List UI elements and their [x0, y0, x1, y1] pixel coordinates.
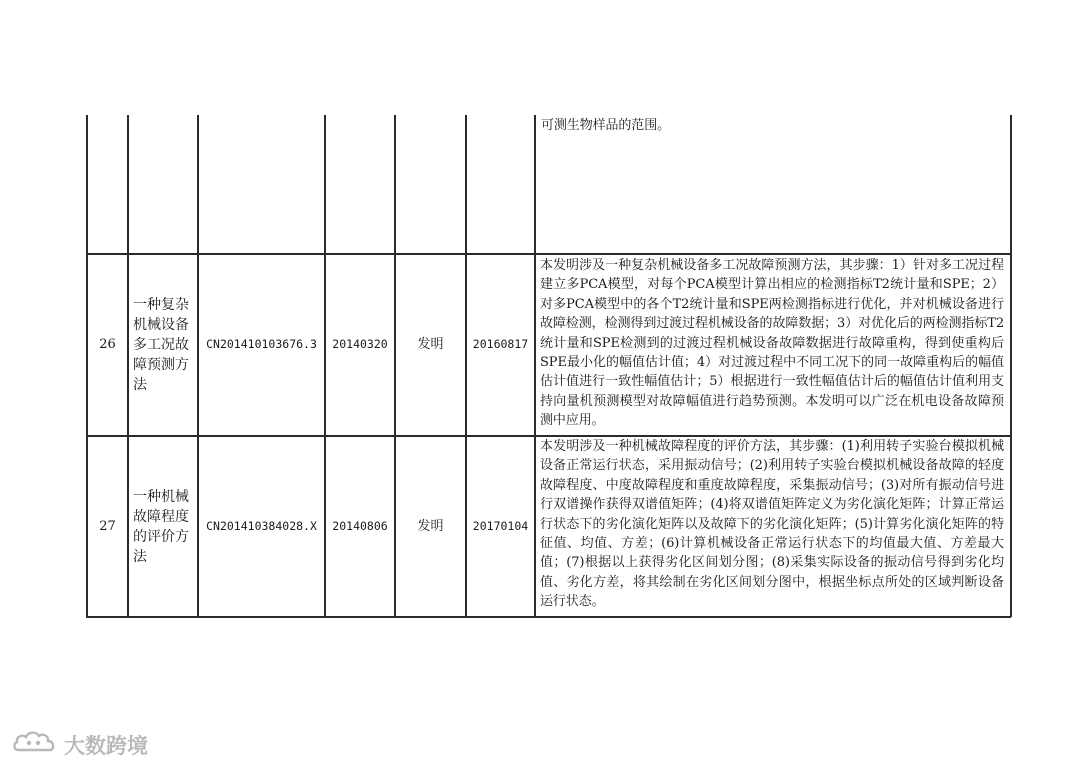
- abstract-cell: 本发明涉及一种机械故障程度的评价方法，其步骤：(1)利用转子实验台模拟机械设备正常运行状态，采用振动信号；(2)利用转子实验台模拟机械设备故障的轻度故障程度、中度故障程度和重度故障程度，采集振动信号；(3)对所有振动信号进行双谱操作获得双谱值矩阵；(4)将双谱值矩阵定义为劣化演化矩阵；计算正常运行状态下的劣化演化矩阵以及故障下的劣化演化矩阵；(5)计算劣化演化矩阵的特征值、均值、方差；(6)计算机械设备正常运行状态下的均值最大值、方差最大值；(7)根据以上获得劣化区间划分图；(8)采集实际设备的振动信号得到劣化均值、劣化方差，将其绘制在劣化区间划分图中，根据坐标点所处的区域判断设备运行状态。: [540, 439, 1004, 610]
- patent-title-cell: [129, 255, 197, 435]
- row-index-cell: 26: [99, 337, 116, 353]
- patent-type-cell: 发明: [417, 518, 444, 534]
- abstract-cell: 可测生物样品的范围。: [541, 118, 671, 133]
- row-index-cell: 27: [99, 518, 116, 534]
- application-number-cell: CN201410103676.3: [206, 337, 317, 352]
- grant-date-cell: 20160817: [472, 337, 529, 352]
- table-border-right: [1010, 115, 1012, 617]
- column-divider-6: [534, 115, 536, 617]
- application-date-cell: 20140806: [332, 518, 388, 533]
- patent-type-cell: 发明: [417, 337, 444, 353]
- watermark-text: 大数跨境: [64, 733, 148, 758]
- grant-date-cell: 20170104: [472, 518, 529, 533]
- application-date-cell: 20140320: [332, 337, 388, 352]
- cloud-logo-icon: [12, 728, 58, 761]
- patent-title: 一种复杂机械设备多工况故障预测方法: [133, 297, 189, 393]
- watermark: [12, 728, 148, 761]
- patent-title: 一种机械故障程度的评价方法: [133, 488, 189, 565]
- application-number-cell: CN201410384028.X: [206, 518, 317, 533]
- abstract-cell: 本发明涉及一种复杂机械设备多工况故障预测方法，其步骤：1）针对多工况过程建立多PCA模型，对每个PCA模型计算出相应的检测指标T2统计量和SPE；2）对多PCA模型中的各个T2统计量和SPE两检测指标进行优化，并对机械设备进行故障检测，检测得到过渡过程机械设备的故障数据；3）对优化后的两检测指标T2统计量和SPE检测到的过渡过程机械设备故障数据进行故障重构，得到使重构后SPE最小化的幅值估计值；4）对过渡过程中不同工况下的同一故障重构后的幅值估计值进行一致性幅值估计；5）根据进行一致性幅值估计后的幅值估计值利用支持向量机预测模型对故障幅值进行趋势预测。本发明可以广泛在机电设备故障预测中应用。: [540, 258, 1004, 429]
- patent-title-cell: [129, 437, 197, 616]
- table-border-bottom: [86, 616, 1011, 618]
